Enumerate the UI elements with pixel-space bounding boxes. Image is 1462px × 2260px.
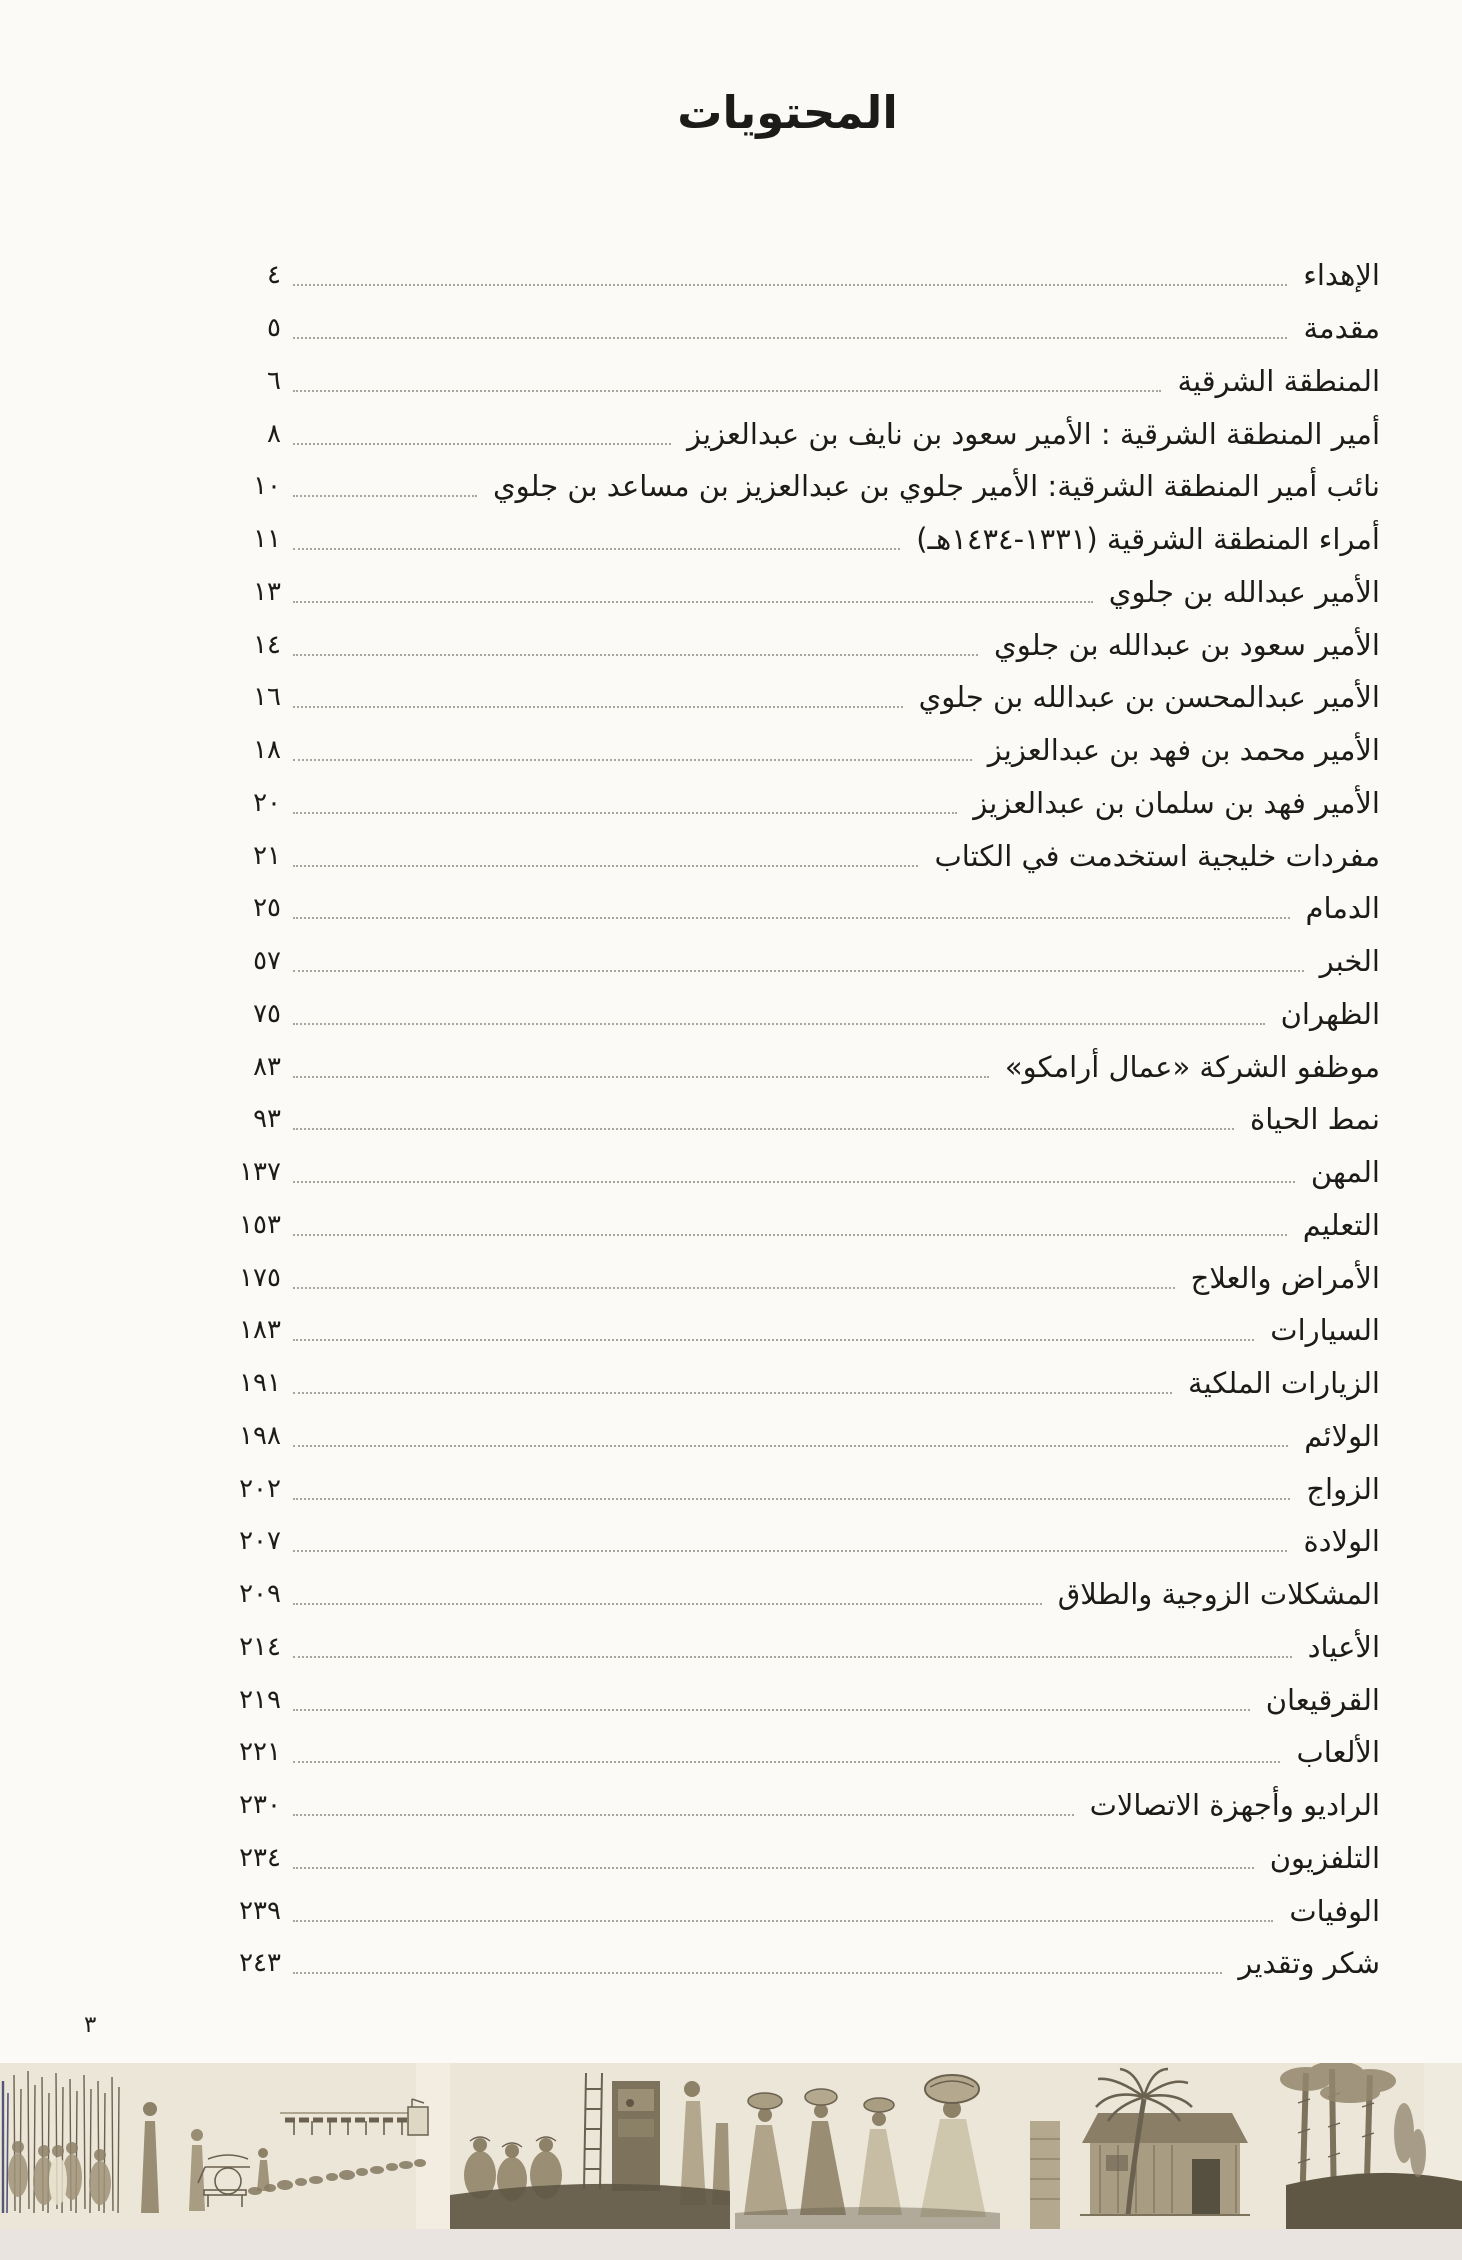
toc-page-number: ١٦ <box>253 682 281 713</box>
toc-page-number: ٢٣٤ <box>239 1842 281 1873</box>
toc-entry-label: الألعاب <box>1296 1735 1380 1770</box>
toc-entry <box>195 829 1380 882</box>
toc-entry-label: نائب أمير المنطقة الشرقية: الأمير جلوي بن عبدالعزيز بن مساعد بن جلوي <box>492 469 1380 504</box>
toc-dotted-leader <box>293 1761 1280 1763</box>
toc-entry <box>195 724 1380 777</box>
toc-entry-label: الزواج <box>1306 1471 1380 1506</box>
toc-entry-label: مقدمة <box>1303 311 1380 346</box>
page-bottom-margin <box>0 2229 1462 2260</box>
toc-dotted-leader <box>293 1656 1292 1658</box>
toc-entry <box>195 1779 1380 1832</box>
toc-entry-label: المنطقة الشرقية <box>1177 363 1380 398</box>
toc-dotted-leader <box>293 548 900 550</box>
toc-entry <box>195 1726 1380 1779</box>
toc-dotted-leader <box>293 1603 1042 1605</box>
toc-dotted-leader <box>293 1181 1295 1183</box>
toc-entry-label: موظفو الشركة «عمال أرامكو» <box>1004 1049 1380 1084</box>
toc-dotted-leader <box>293 1339 1254 1341</box>
toc-entry <box>195 460 1380 513</box>
toc-entry-label: الولائم <box>1304 1418 1380 1453</box>
toc-entry-label: الوفيات <box>1289 1893 1380 1928</box>
toc-entry <box>195 935 1380 988</box>
toc-entry-label: السيارات <box>1270 1313 1380 1348</box>
toc-dotted-leader <box>293 1709 1250 1711</box>
toc-entry-label: الخبر <box>1319 944 1380 979</box>
toc-entry <box>195 777 1380 830</box>
toc-dotted-leader <box>293 1445 1288 1447</box>
toc-entry <box>195 1621 1380 1674</box>
toc-page-number: ١١ <box>253 524 281 555</box>
toc-entry-label: القرقيعان <box>1265 1682 1380 1717</box>
toc-dotted-leader <box>293 1234 1287 1236</box>
toc-dotted-leader <box>293 390 1161 392</box>
toc-dotted-leader <box>293 601 1093 603</box>
toc-entry-label: الأمير عبدالله بن جلوي <box>1108 574 1380 609</box>
toc-dotted-leader <box>293 1076 989 1078</box>
toc-entry <box>195 1410 1380 1463</box>
toc-entry <box>195 1199 1380 1252</box>
toc-page-number: ٢٠ <box>253 787 281 818</box>
toc-entry-label: الأمير فهد بن سلمان بن عبدالعزيز <box>973 785 1380 820</box>
toc-entry <box>195 407 1380 460</box>
toc-page-number: ٥٧ <box>253 946 281 977</box>
toc-entry <box>195 1304 1380 1357</box>
toc-page-number: ١٧٥ <box>239 1262 281 1293</box>
toc-dotted-leader <box>293 1814 1074 1816</box>
toc-dotted-leader <box>293 1972 1222 1974</box>
toc-entry <box>195 1146 1380 1199</box>
toc-entry-label: الدمام <box>1305 891 1380 926</box>
table-of-contents <box>195 249 1380 1990</box>
toc-entry-label: الأمير سعود بن عبدالله بن جلوي <box>994 627 1380 662</box>
toc-dotted-leader <box>293 706 903 708</box>
toc-page-number: ٧٥ <box>253 998 281 1029</box>
toc-entry-label: التلفزيون <box>1269 1840 1380 1875</box>
toc-dotted-leader <box>293 1867 1254 1869</box>
toc-entry-label: الأمير محمد بن فهد بن عبدالعزيز <box>987 733 1380 768</box>
toc-dotted-leader <box>293 1023 1265 1025</box>
toc-page-number: ٤ <box>267 260 281 291</box>
toc-page-number: ٢١ <box>253 840 281 871</box>
toc-dotted-leader <box>293 1498 1290 1500</box>
toc-dotted-leader <box>293 337 1287 339</box>
toc-entry <box>195 1884 1380 1937</box>
folio-page-number: ٣ <box>84 2012 97 2038</box>
toc-entry <box>195 1462 1380 1515</box>
toc-dotted-leader <box>293 495 477 497</box>
toc-page-number: ٩٣ <box>253 1104 281 1135</box>
toc-entry <box>195 513 1380 566</box>
toc-entry <box>195 1515 1380 1568</box>
toc-entry-label: المشكلات الزوجية والطلاق <box>1057 1577 1380 1612</box>
toc-entry-label: الأعياد <box>1307 1629 1380 1664</box>
toc-page-number: ٦ <box>267 365 281 396</box>
toc-page-number: ١٣٧ <box>239 1157 281 1188</box>
page-title: المحتويات <box>677 86 898 139</box>
toc-dotted-leader <box>293 812 957 814</box>
toc-dotted-leader <box>293 865 918 867</box>
toc-entry-label: الراديو وأجهزة الاتصالات <box>1089 1788 1380 1823</box>
toc-dotted-leader <box>293 284 1287 286</box>
toc-page-number: ٢٠٧ <box>239 1526 281 1557</box>
toc-page-number: ٥ <box>267 313 281 344</box>
toc-page-number: ١٥٣ <box>239 1209 281 1240</box>
toc-page-number: ١٠ <box>253 471 281 502</box>
toc-entry-label: الظهران <box>1280 996 1380 1031</box>
toc-page-number: ٢٠٢ <box>239 1473 281 1504</box>
toc-dotted-leader <box>293 1550 1287 1552</box>
toc-dotted-leader <box>293 1287 1175 1289</box>
toc-dotted-leader <box>293 654 978 656</box>
toc-entry <box>195 1937 1380 1990</box>
toc-page-number: ١٨٣ <box>239 1315 281 1346</box>
toc-entry-label: الأمراض والعلاج <box>1190 1260 1380 1295</box>
toc-page-number: ١٨ <box>253 735 281 766</box>
toc-dotted-leader <box>293 917 1290 919</box>
toc-entry <box>195 1832 1380 1885</box>
footer-illustration-strip <box>0 2063 1462 2229</box>
toc-entry <box>195 1357 1380 1410</box>
toc-entry-label: الزيارات الملكية <box>1188 1366 1380 1401</box>
toc-page-number: ٢١٩ <box>239 1684 281 1715</box>
toc-dotted-leader <box>293 1128 1234 1130</box>
toc-dotted-leader <box>293 970 1304 972</box>
toc-entry <box>195 1251 1380 1304</box>
toc-entry-label: أمير المنطقة الشرقية : الأمير سعود بن نايف بن عبدالعزيز <box>686 416 1380 451</box>
toc-entry-label: الأمير عبدالمحسن بن عبدالله بن جلوي <box>918 680 1380 715</box>
toc-entry <box>195 988 1380 1041</box>
toc-page-number: ١٩٨ <box>239 1420 281 1451</box>
toc-page-number: ٨ <box>267 418 281 449</box>
toc-dotted-leader <box>293 759 972 761</box>
toc-dotted-leader <box>293 1920 1273 1922</box>
toc-entry <box>195 1093 1380 1146</box>
toc-entry-label: التعليم <box>1302 1207 1380 1242</box>
toc-page-number: ٢٣٩ <box>239 1895 281 1926</box>
toc-page-number: ٢٣٠ <box>239 1790 281 1821</box>
toc-entry-label: مفردات خليجية استخدمت في الكتاب <box>934 838 1380 873</box>
toc-entry <box>195 1568 1380 1621</box>
toc-page-number: ١٩١ <box>239 1368 281 1399</box>
toc-entry-label: المهن <box>1310 1155 1380 1190</box>
toc-page-number: ١٣ <box>253 576 281 607</box>
toc-entry <box>195 355 1380 408</box>
toc-page-number: ١٤ <box>253 629 281 660</box>
toc-entry-label: الإهداء <box>1303 258 1380 293</box>
toc-entry <box>195 1040 1380 1093</box>
toc-entry-label: الولادة <box>1303 1524 1380 1559</box>
toc-entry <box>195 249 1380 302</box>
toc-page-number: ٨٣ <box>253 1051 281 1082</box>
toc-entry <box>195 618 1380 671</box>
toc-entry <box>195 882 1380 935</box>
toc-entry-label: نمط الحياة <box>1250 1102 1380 1137</box>
toc-entry <box>195 302 1380 355</box>
toc-page-number: ٢٢١ <box>239 1737 281 1768</box>
toc-entry <box>195 671 1380 724</box>
toc-entry <box>195 1673 1380 1726</box>
toc-page-number: ٢٥ <box>253 893 281 924</box>
toc-entry-label: أمراء المنطقة الشرقية (١٣٣١-١٤٣٤هـ) <box>916 522 1380 557</box>
toc-page-number: ٢١٤ <box>239 1631 281 1662</box>
toc-page-number: ٢٠٩ <box>239 1579 281 1610</box>
toc-entry <box>195 566 1380 619</box>
toc-dotted-leader <box>293 443 671 445</box>
toc-dotted-leader <box>293 1392 1172 1394</box>
toc-page-number: ٢٤٣ <box>239 1948 281 1979</box>
toc-entry-label: شكر وتقدير <box>1238 1946 1380 1981</box>
